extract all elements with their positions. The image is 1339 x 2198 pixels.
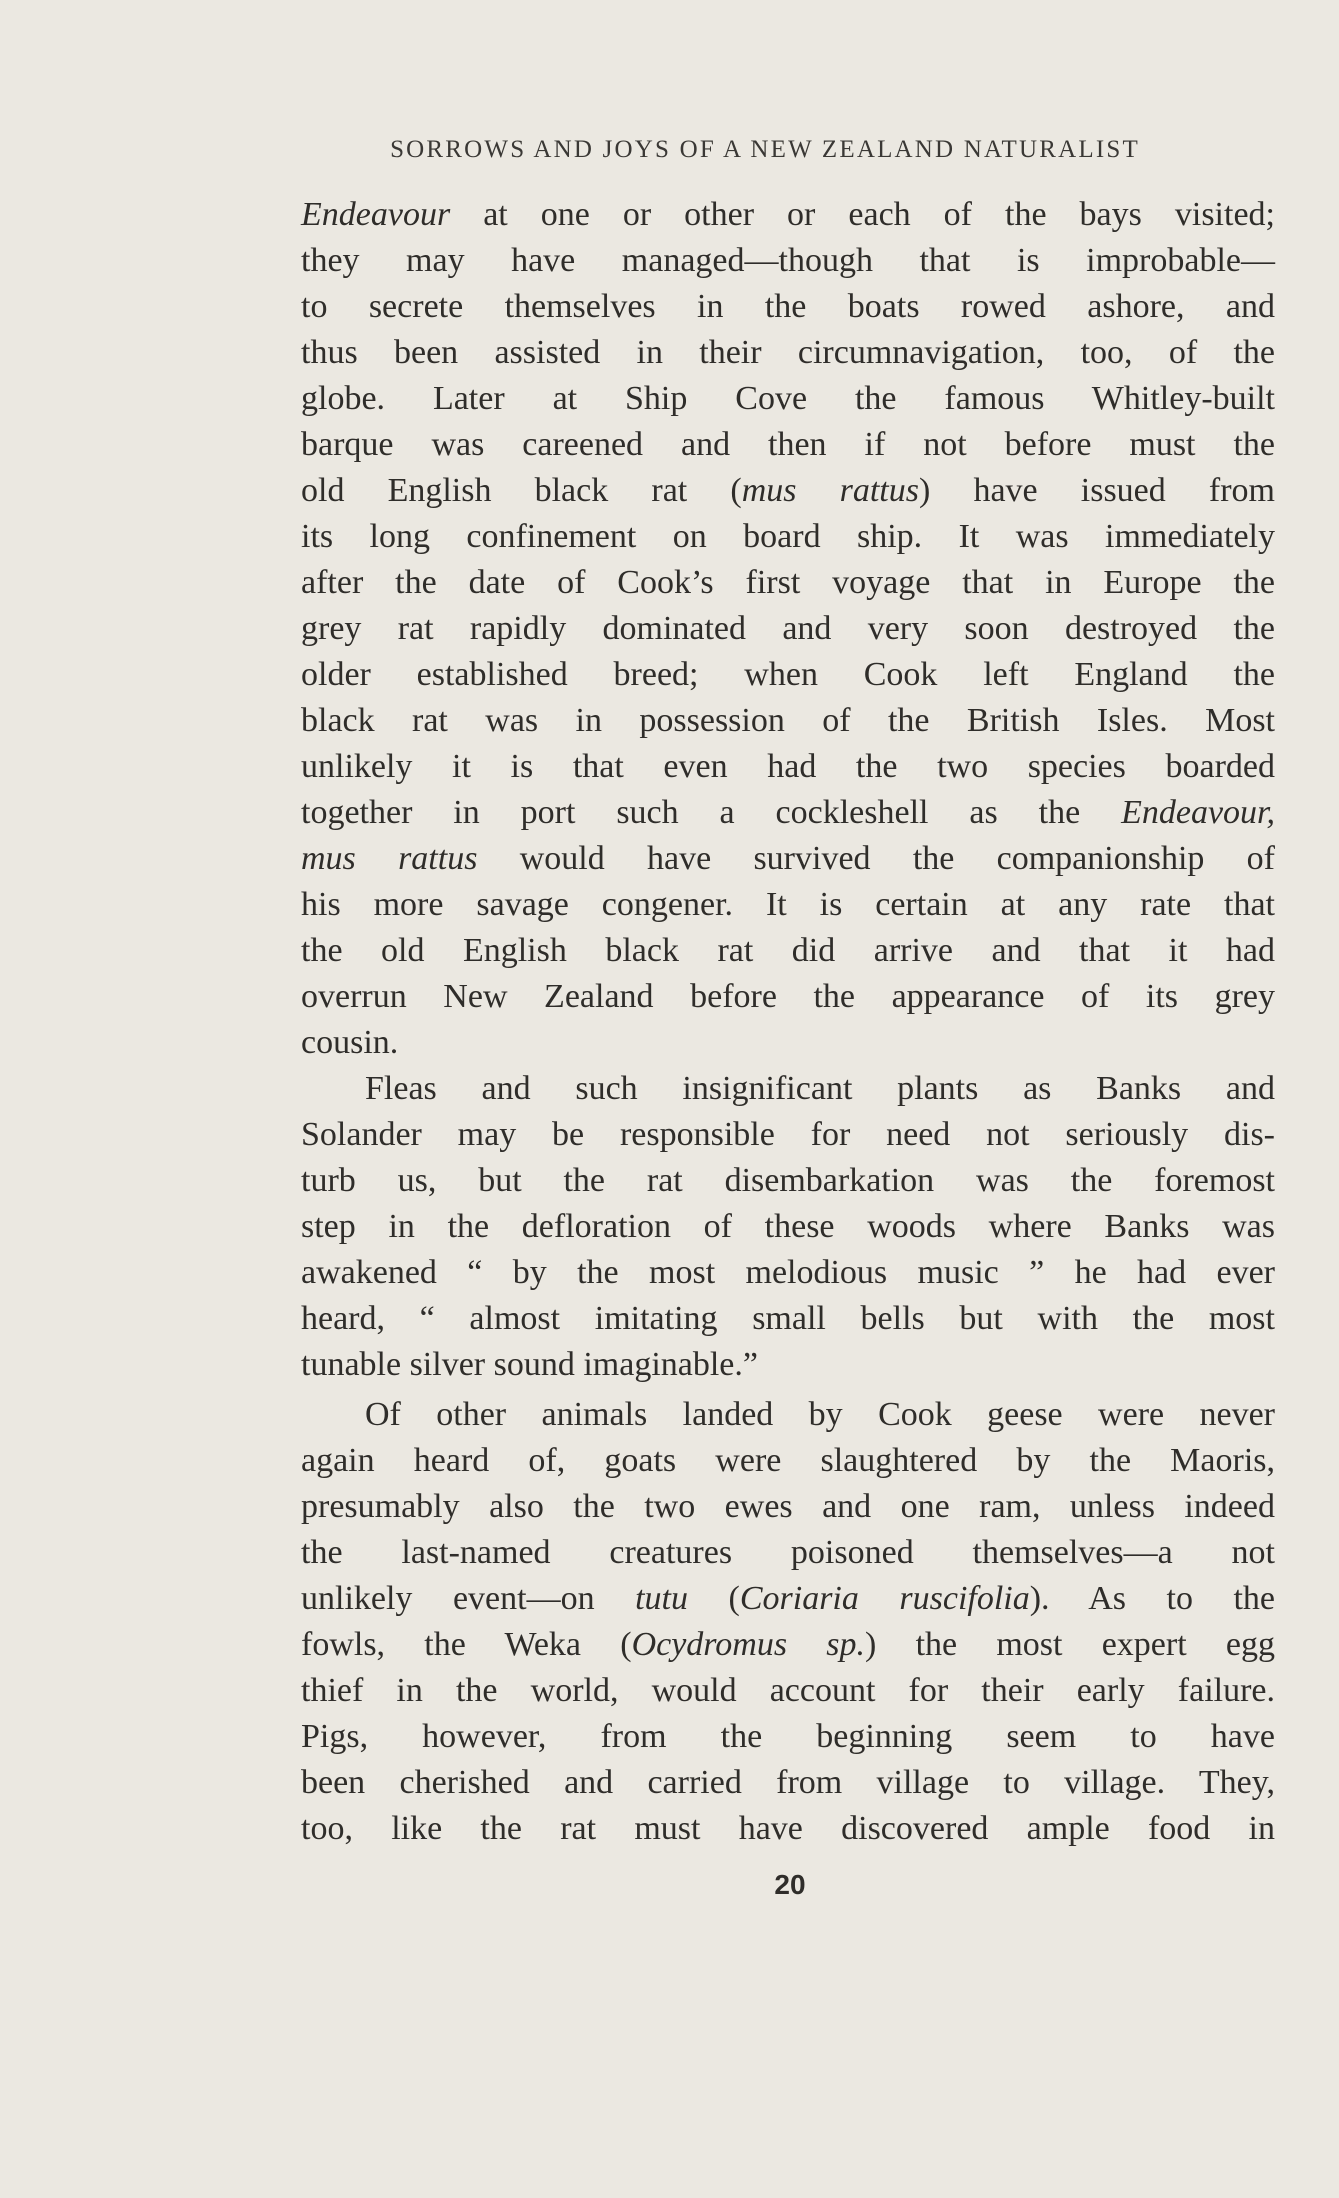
- text-line: they may have managed—though that is improbable—: [301, 242, 1275, 279]
- text-line: grey rat rapidly dominated and very soon destroyed the: [301, 610, 1275, 647]
- text-line: the old English black rat did arrive and that it had: [301, 932, 1275, 969]
- maori-term: tutu: [635, 1580, 688, 1617]
- body-text: [301, 192, 1275, 1852]
- paragraph: [301, 192, 1275, 1066]
- text-line: Of other animals landed by Cook geese were never: [365, 1396, 1275, 1433]
- text-line: again heard of, goats were slaughtered by the Maoris,: [301, 1442, 1275, 1479]
- text-line: presumably also the two ewes and one ram, unless indeed: [301, 1488, 1275, 1525]
- text-line: his more savage congener. It is certain at any rate that: [301, 886, 1275, 923]
- ship-name: Endeavour,: [1121, 794, 1275, 831]
- text-line: its long confinement on board ship. It was immediately: [301, 518, 1275, 555]
- text-line: too, like the rat must have discovered ample food in: [301, 1810, 1275, 1847]
- text-line: thief in the world, would account for their early failure.: [301, 1672, 1275, 1709]
- species-name: Coriaria ruscifolia: [739, 1580, 1030, 1617]
- text-line: together in port such a cockleshell as the Endeavour,: [301, 794, 1275, 831]
- text-line: heard, “ almost imitating small bells but with the most: [301, 1300, 1275, 1337]
- text-line: fowls, the Weka (Ocydromus sp.) the most expert egg: [301, 1626, 1275, 1663]
- text-line: cousin.: [301, 1024, 399, 1061]
- text-line: Pigs, however, from the beginning seem to have: [301, 1718, 1275, 1755]
- text-line: older established breed; when Cook left England the: [301, 656, 1275, 693]
- text-line: overrun New Zealand before the appearance of its grey: [301, 978, 1275, 1015]
- text-line: after the date of Cook’s first voyage that in Europe the: [301, 564, 1275, 601]
- text-line: awakened “ by the most melodious music ” he had ever: [301, 1254, 1275, 1291]
- paragraph: [301, 1392, 1275, 1852]
- text-line: unlikely event—on tutu (Coriaria ruscifolia). As to the: [301, 1580, 1275, 1617]
- text-line: mus rattus would have survived the companionship of: [301, 840, 1275, 877]
- text-line: to secrete themselves in the boats rowed ashore, and: [301, 288, 1275, 325]
- text-line: black rat was in possession of the British Isles. Most: [301, 702, 1275, 739]
- species-name: mus rattus: [741, 472, 919, 509]
- text-line: turb us, but the rat disembarkation was the foremost: [301, 1162, 1275, 1199]
- text-line: old English black rat (mus rattus) have issued from: [301, 472, 1275, 509]
- text-line: Fleas and such insignificant plants as Banks and: [365, 1070, 1275, 1107]
- species-name: mus rattus: [301, 840, 478, 877]
- running-head: SORROWS AND JOYS OF A NEW ZEALAND NATURALIST: [390, 136, 1140, 163]
- text-line: Solander may be responsible for need not seriously dis-: [301, 1116, 1275, 1153]
- page-number: 20: [774, 1869, 806, 1900]
- text-line: the last-named creatures poisoned themselves—a not: [301, 1534, 1275, 1571]
- text-line: thus been assisted in their circumnavigation, too, of the: [301, 334, 1275, 371]
- ship-name: Endeavour: [301, 196, 451, 233]
- text-line: Endeavour at one or other or each of the bays visited;: [301, 196, 1275, 233]
- text-line: step in the defloration of these woods where Banks was: [301, 1208, 1275, 1245]
- paragraph: [301, 1066, 1275, 1388]
- text-line: unlikely it is that even had the two species boarded: [301, 748, 1275, 785]
- text-line: tunable silver sound imaginable.”: [301, 1346, 758, 1383]
- text-line: been cherished and carried from village to village. They,: [301, 1764, 1275, 1801]
- text-line: globe. Later at Ship Cove the famous Whitley-built: [301, 380, 1275, 417]
- species-name: Ocydromus sp.: [631, 1626, 866, 1663]
- text-line: barque was careened and then if not before must the: [301, 426, 1275, 463]
